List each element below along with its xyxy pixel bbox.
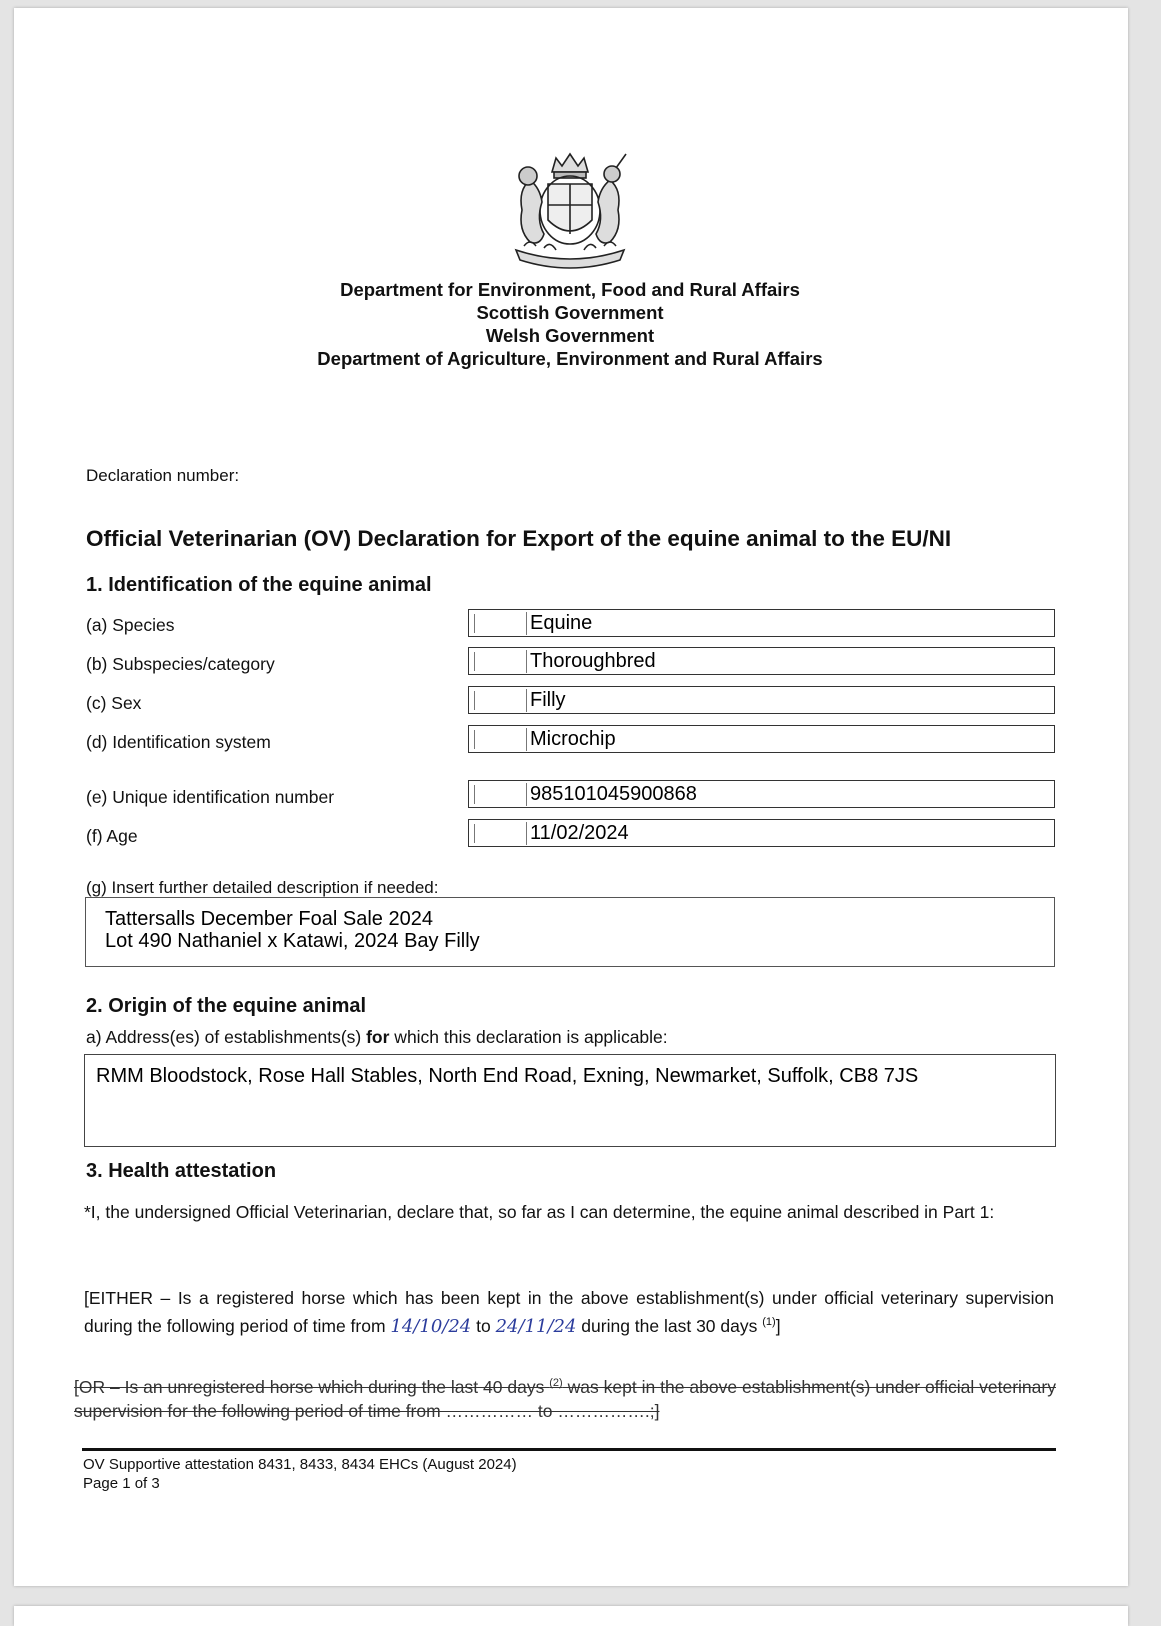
footer-form-reference: OV Supportive attestation 8431, 8433, 8434 EHCs (August 2024) [83,1456,517,1473]
identification-system-value: Microchip [526,728,616,751]
subspecies-label: (b) Subspecies/category [86,654,275,674]
field-marker [474,824,475,843]
age-label: (f) Age [86,826,138,846]
age-field[interactable] [468,819,1055,847]
either-clause-text: [EITHER – Is a registered horse which has been kept in the above establishment(s) under official veterinary supervision during the following period of time from [84,1288,1054,1336]
field-marker [474,785,475,804]
unique-id-value: 985101045900868 [526,783,697,806]
or-clause-struck [74,1371,1056,1423]
section2-title: 2. Origin of the equine animal [86,995,367,1017]
header-line: Department of Agriculture, Environment and Rural Affairs [317,348,823,369]
subspecies-field[interactable] [468,647,1055,675]
field-marker [474,614,475,633]
header-line: Department for Environment, Food and Rural Affairs [340,279,800,300]
either-clause [84,1286,1054,1339]
species-value: Equine [526,612,592,635]
either-clause-text: to [471,1315,496,1336]
further-description-label: (g) Insert further detailed description if needed: [86,878,439,897]
issuing-departments [0,278,1140,370]
declaration-number-label: Declaration number: [86,466,240,485]
royal-coat-of-arms-logo [500,150,640,275]
sex-label: (c) Sex [86,693,142,713]
section1-title: 1. Identification of the equine animal [86,574,432,596]
age-value: 11/02/2024 [526,822,629,845]
identification-system-field[interactable] [468,725,1055,753]
footnote-ref: (2) [549,1377,563,1389]
attestation-intro: *I, the undersigned Official Veterinarian, declare that, so far as I can determine, the equine animal described in Part 1: [84,1202,995,1222]
next-page-edge [14,1606,1128,1626]
page-number: Page 1 of 3 [83,1475,160,1492]
field-marker [474,691,475,710]
establishment-address-value: RMM Bloodstock, Rose Hall Stables, North End Road, Exning, Newmarket, Suffolk, CB8 7JS [96,1065,919,1087]
unique-id-field[interactable] [468,780,1055,808]
description-line: Lot 490 Nathaniel x Katawi, 2024 Bay Filly [105,930,480,952]
address-label-text: a) Address(es) of establishments(s) [86,1027,367,1047]
or-clause-text: was kept in the above establishment(s) under official veterinary supervision for the following period of time from …………… to …………….;] [74,1376,1056,1421]
page-footer [83,1455,517,1493]
subspecies-value: Thoroughbred [526,650,656,673]
identification-system-label: (d) Identification system [86,732,271,752]
section3-title: 3. Health attestation [86,1160,277,1182]
document-title: Official Veterinarian (OV) Declaration for Export of the equine animal to the EU/NI [86,526,952,551]
handwritten-from-date: 14/10/24 [390,1315,472,1337]
footnote-ref: (1) [762,1316,776,1328]
field-marker [474,730,475,749]
address-label-emphasis: for [366,1027,390,1047]
field-marker [474,652,475,671]
further-description-field[interactable] [85,897,1055,967]
establishment-address-field[interactable] [84,1054,1056,1147]
species-label: (a) Species [86,615,175,635]
sex-field[interactable] [468,686,1055,714]
description-line: Tattersalls December Foal Sale 2024 [105,908,433,930]
footer-divider [82,1448,1056,1451]
or-clause-text: [OR – Is an unregistered horse which during the last 40 days [74,1376,550,1397]
sex-value: Filly [526,689,566,712]
address-label [86,1027,668,1048]
header-line: Welsh Government [485,325,655,346]
header-line: Scottish Government [476,302,664,323]
species-field[interactable] [468,609,1055,637]
address-label-text: which this declaration is applicable: [389,1027,668,1047]
unique-id-label: (e) Unique identification number [86,787,335,807]
either-clause-text: during the last 30 days [576,1315,763,1336]
handwritten-to-date: 24/11/24 [495,1315,577,1337]
either-clause-text: ] [775,1315,781,1336]
